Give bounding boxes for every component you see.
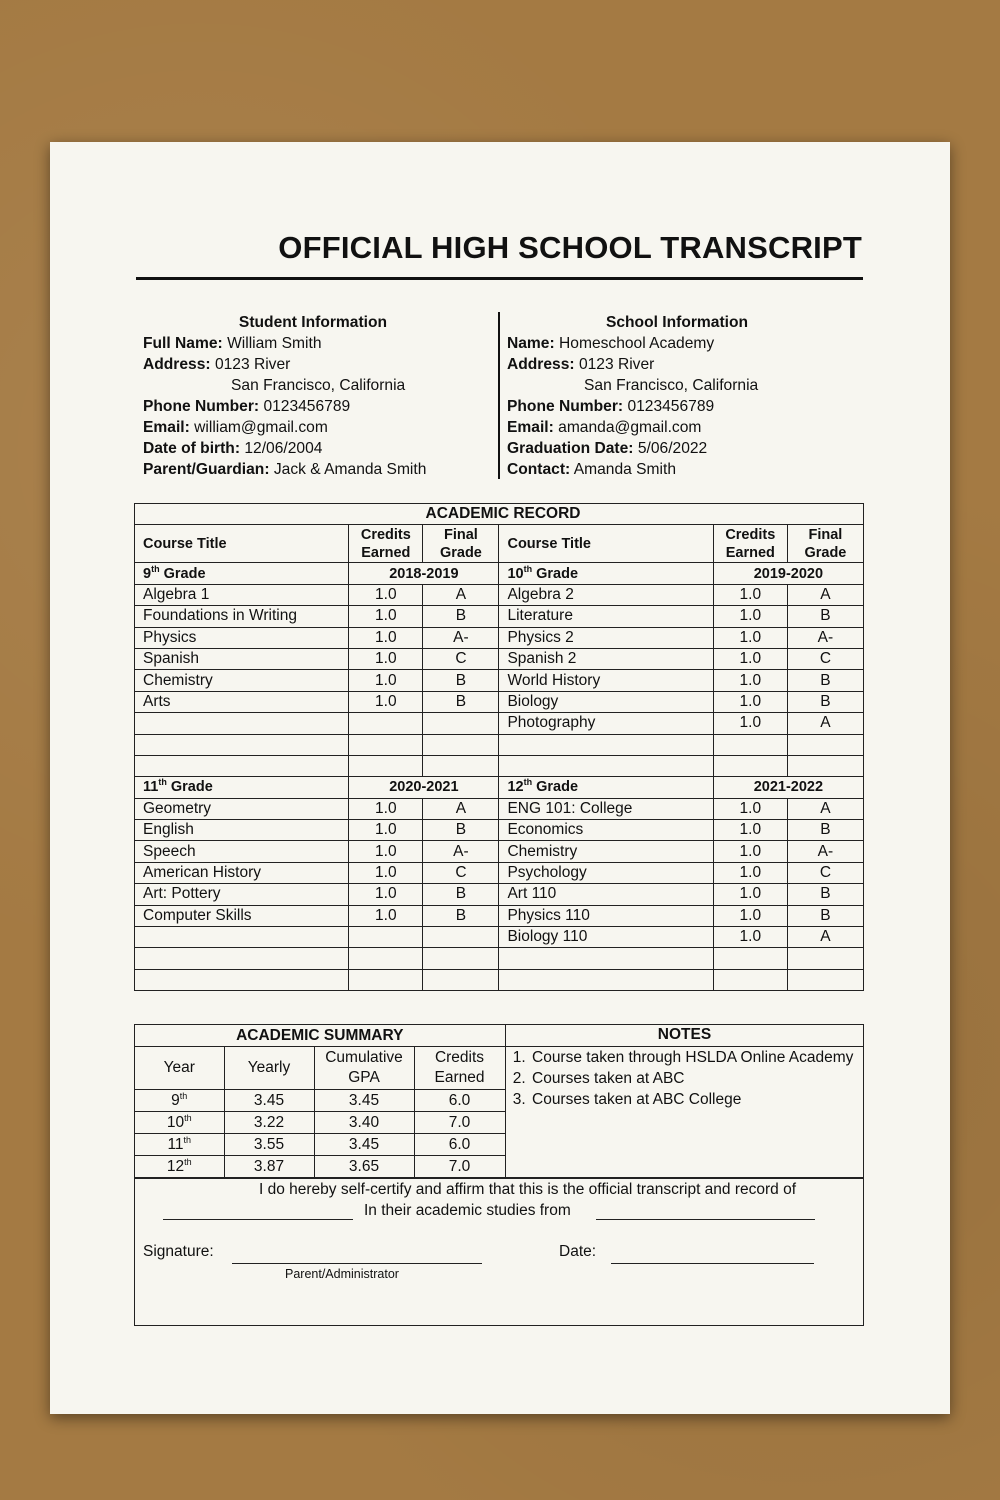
- credits-cell: [713, 755, 787, 776]
- grade-cell: C: [423, 648, 499, 669]
- school-name: Name: Homeschool Academy: [507, 335, 715, 352]
- section-divider: [135, 1177, 863, 1179]
- table-row: [135, 884, 864, 905]
- grade-cell: A: [787, 927, 863, 948]
- credits-cell: 1.0: [349, 606, 423, 627]
- summary-section: [134, 1024, 864, 1326]
- table-row: [135, 606, 864, 627]
- credits-cell: 1.0: [713, 927, 787, 948]
- grade-11-label: 11th Grade: [135, 777, 349, 798]
- grade-cell: B: [787, 606, 863, 627]
- grade-cell: B: [787, 691, 863, 712]
- col-credits-earned: Credits Earned: [713, 525, 787, 563]
- credits-cell: 1.0: [349, 798, 423, 819]
- credits-cell: 1.0: [713, 691, 787, 712]
- course-title-cell: Chemistry: [135, 670, 349, 691]
- grade-cell: C: [787, 648, 863, 669]
- col-credits-earned: Credits Earned: [349, 525, 423, 563]
- summary-year: 11th: [135, 1134, 224, 1156]
- grade-cell: A-: [787, 627, 863, 648]
- course-title-cell: [499, 755, 713, 776]
- credits-cell: 1.0: [349, 691, 423, 712]
- grade-cell: B: [423, 691, 499, 712]
- summary-row: [135, 1134, 505, 1156]
- credits-cell: 1.0: [713, 820, 787, 841]
- credits-cell: 1.0: [349, 820, 423, 841]
- credits-cell: [349, 734, 423, 755]
- grade-cell: B: [423, 884, 499, 905]
- credits-cell: 1.0: [713, 862, 787, 883]
- student-info-heading: Student Information: [238, 314, 388, 331]
- table-row: [135, 820, 864, 841]
- summary-row: [135, 1112, 505, 1134]
- summary-row: [135, 1156, 505, 1178]
- table-row: [135, 905, 864, 926]
- student-name-blank[interactable]: [163, 1219, 353, 1220]
- table-row: [135, 584, 864, 605]
- date-label: Date:: [559, 1243, 597, 1260]
- col-course-title: Course Title: [135, 525, 349, 563]
- course-title-cell: [135, 713, 349, 734]
- credits-cell: [349, 969, 423, 990]
- summary-yearly-gpa: 3.45: [224, 1090, 314, 1112]
- credits-cell: 1.0: [349, 905, 423, 926]
- grade-cell: [787, 755, 863, 776]
- credits-cell: [349, 755, 423, 776]
- title-divider: [136, 277, 863, 280]
- course-title-cell: Spanish 2: [499, 648, 713, 669]
- school-address: Address: 0123 River: [507, 356, 655, 373]
- grade-9-years: 2018-2019: [349, 563, 499, 584]
- student-email: Email: william@gmail.com: [143, 419, 328, 436]
- course-title-cell: Spanish: [135, 648, 349, 669]
- grade-cell: A: [787, 713, 863, 734]
- grade-cell: [787, 969, 863, 990]
- credits-cell: 1.0: [349, 670, 423, 691]
- credits-cell: 1.0: [713, 648, 787, 669]
- grade-cell: A: [787, 584, 863, 605]
- grade-cell: C: [423, 862, 499, 883]
- credits-cell: 1.0: [713, 884, 787, 905]
- credits-cell: 1.0: [349, 584, 423, 605]
- student-address: Address: 0123 River: [143, 356, 291, 373]
- school-email: Email: amanda@gmail.com: [507, 419, 702, 436]
- summary-yearly-gpa: 3.87: [224, 1156, 314, 1178]
- course-title-cell: Speech: [135, 841, 349, 862]
- signature-sublabel: Parent/Administrator: [285, 1267, 399, 1281]
- col-credits-earned: Credits Earned: [414, 1047, 505, 1090]
- course-title-cell: English: [135, 820, 349, 841]
- course-title-cell: [135, 969, 349, 990]
- table-row: [135, 670, 864, 691]
- table-row: [135, 927, 864, 948]
- summary-row: [135, 1090, 505, 1112]
- credits-cell: 1.0: [349, 627, 423, 648]
- course-title-cell: Geometry: [135, 798, 349, 819]
- course-title-cell: ENG 101: College: [499, 798, 713, 819]
- table-row: [135, 969, 864, 990]
- col-yearly: Yearly: [224, 1047, 314, 1090]
- credits-cell: [349, 713, 423, 734]
- table-row: [135, 713, 864, 734]
- notes-list: [506, 1047, 863, 1110]
- note-item: 2. Courses taken at ABC: [530, 1068, 863, 1089]
- summary-credits: 6.0: [414, 1090, 505, 1112]
- course-title-cell: [499, 969, 713, 990]
- grade-cell: B: [423, 905, 499, 926]
- credits-cell: [713, 969, 787, 990]
- grade-10-years: 2019-2020: [713, 563, 863, 584]
- grade-10-label: 10th Grade: [499, 563, 713, 584]
- academic-summary-table: [135, 1025, 506, 1178]
- credits-cell: 1.0: [713, 606, 787, 627]
- course-title-cell: Physics: [135, 627, 349, 648]
- grade-9-label: 9th Grade: [135, 563, 349, 584]
- credits-cell: 1.0: [713, 905, 787, 926]
- col-cumulative-gpa: Cumulative GPA: [314, 1047, 414, 1090]
- course-title-cell: Art 110: [499, 884, 713, 905]
- grade-cell: B: [423, 820, 499, 841]
- credits-cell: [349, 948, 423, 969]
- credits-cell: 1.0: [713, 713, 787, 734]
- summary-yearly-gpa: 3.55: [224, 1134, 314, 1156]
- summary-credits: 7.0: [414, 1112, 505, 1134]
- grade-cell: A-: [787, 841, 863, 862]
- grade-cell: [423, 969, 499, 990]
- grade-cell: B: [787, 884, 863, 905]
- table-row: [135, 734, 864, 755]
- course-title-cell: [499, 734, 713, 755]
- credits-cell: [713, 948, 787, 969]
- credits-cell: 1.0: [713, 841, 787, 862]
- course-title-cell: Algebra 1: [135, 584, 349, 605]
- date-range-blank[interactable]: [596, 1219, 815, 1220]
- student-dob: Date of birth: 12/06/2004: [143, 440, 323, 457]
- signature-label: Signature:: [143, 1243, 214, 1260]
- summary-cumulative-gpa: 3.65: [314, 1156, 414, 1178]
- course-title-cell: Foundations in Writing: [135, 606, 349, 627]
- course-title-cell: Physics 2: [499, 627, 713, 648]
- credits-cell: 1.0: [713, 627, 787, 648]
- grade-cell: A: [423, 584, 499, 605]
- grade-cell: [423, 755, 499, 776]
- credits-cell: 1.0: [349, 862, 423, 883]
- school-graduation-date: Graduation Date: 5/06/2022: [507, 440, 708, 457]
- grade-cell: A-: [423, 627, 499, 648]
- course-title-cell: [135, 927, 349, 948]
- student-parent: Parent/Guardian: Jack & Amanda Smith: [143, 461, 427, 478]
- student-phone: Phone Number: 0123456789: [143, 398, 351, 415]
- notes-caption: NOTES: [506, 1025, 863, 1047]
- course-title-cell: Physics 110: [499, 905, 713, 926]
- student-full-name: Full Name: William Smith: [143, 335, 322, 352]
- notes-section: [505, 1025, 863, 1177]
- col-final-grade: Final Grade: [423, 525, 499, 563]
- grade-cell: [423, 713, 499, 734]
- course-title-cell: Biology: [499, 691, 713, 712]
- summary-year: 9th: [135, 1090, 224, 1112]
- table-row: [135, 648, 864, 669]
- certification-text: I do hereby self-certify and affirm that this is the official transcript and record of: [259, 1181, 797, 1198]
- col-year: Year: [135, 1047, 224, 1090]
- school-info-heading: School Information: [605, 314, 749, 331]
- summary-cumulative-gpa: 3.40: [314, 1112, 414, 1134]
- grade-12-years: 2021-2022: [713, 777, 863, 798]
- note-item: 3. Courses taken at ABC College: [530, 1089, 863, 1110]
- grade-cell: A: [423, 798, 499, 819]
- grade-11-years: 2020-2021: [349, 777, 499, 798]
- course-title-cell: [135, 734, 349, 755]
- course-title-cell: Photography: [499, 713, 713, 734]
- academic-summary-caption: ACADEMIC SUMMARY: [135, 1025, 505, 1047]
- table-row: [135, 798, 864, 819]
- grade-cell: [423, 927, 499, 948]
- transcript-page: [50, 142, 950, 1414]
- course-title-cell: Art: Pottery: [135, 884, 349, 905]
- signature-line[interactable]: [232, 1263, 482, 1264]
- school-address-city: San Francisco, California: [584, 377, 759, 394]
- grade-cell: [787, 948, 863, 969]
- course-title-cell: [135, 948, 349, 969]
- school-phone: Phone Number: 0123456789: [507, 398, 715, 415]
- academic-record-caption: ACADEMIC RECORD: [135, 504, 864, 525]
- credits-cell: 1.0: [713, 798, 787, 819]
- summary-cumulative-gpa: 3.45: [314, 1090, 414, 1112]
- table-row: [135, 862, 864, 883]
- summary-yearly-gpa: 3.22: [224, 1112, 314, 1134]
- course-title-cell: Economics: [499, 820, 713, 841]
- course-title-cell: Chemistry: [499, 841, 713, 862]
- grade-cell: [423, 734, 499, 755]
- summary-credits: 7.0: [414, 1156, 505, 1178]
- credits-cell: 1.0: [713, 670, 787, 691]
- credits-cell: [349, 927, 423, 948]
- course-title-cell: Literature: [499, 606, 713, 627]
- student-address-city: San Francisco, California: [231, 377, 406, 394]
- table-row: [135, 627, 864, 648]
- course-title-cell: Psychology: [499, 862, 713, 883]
- course-title-cell: Biology 110: [499, 927, 713, 948]
- info-divider: [498, 312, 500, 479]
- table-row: [135, 841, 864, 862]
- page-title: OFFICIAL HIGH SCHOOL TRANSCRIPT: [278, 230, 862, 265]
- grade-cell: C: [787, 862, 863, 883]
- certification-text-2: In their academic studies from: [364, 1202, 571, 1219]
- grade-cell: B: [787, 820, 863, 841]
- grade-cell: B: [787, 905, 863, 926]
- summary-year: 10th: [135, 1112, 224, 1134]
- course-title-cell: American History: [135, 862, 349, 883]
- grade-12-label: 12th Grade: [499, 777, 713, 798]
- table-row: [135, 691, 864, 712]
- course-title-cell: World History: [499, 670, 713, 691]
- date-line[interactable]: [611, 1263, 814, 1264]
- course-title-cell: [499, 948, 713, 969]
- school-contact: Contact: Amanda Smith: [507, 461, 677, 478]
- credits-cell: 1.0: [349, 884, 423, 905]
- table-row: [135, 948, 864, 969]
- grade-cell: A-: [423, 841, 499, 862]
- credits-cell: 1.0: [349, 841, 423, 862]
- grade-cell: B: [423, 670, 499, 691]
- school-information: [507, 312, 847, 480]
- summary-cumulative-gpa: 3.45: [314, 1134, 414, 1156]
- course-title-cell: Computer Skills: [135, 905, 349, 926]
- credits-cell: 1.0: [713, 584, 787, 605]
- col-course-title: Course Title: [499, 525, 713, 563]
- credits-cell: 1.0: [349, 648, 423, 669]
- grade-cell: [423, 948, 499, 969]
- summary-year: 12th: [135, 1156, 224, 1178]
- grade-cell: A: [787, 798, 863, 819]
- grade-cell: [787, 734, 863, 755]
- course-title-cell: Algebra 2: [499, 584, 713, 605]
- grade-cell: B: [423, 606, 499, 627]
- note-item: 1. Course taken through HSLDA Online Academy: [530, 1047, 863, 1068]
- course-title-cell: [135, 755, 349, 776]
- student-information: [143, 312, 483, 480]
- table-row: [135, 755, 864, 776]
- col-final-grade: Final Grade: [787, 525, 863, 563]
- credits-cell: [713, 734, 787, 755]
- grade-cell: B: [787, 670, 863, 691]
- summary-credits: 6.0: [414, 1134, 505, 1156]
- academic-record-table: [134, 503, 864, 991]
- course-title-cell: Arts: [135, 691, 349, 712]
